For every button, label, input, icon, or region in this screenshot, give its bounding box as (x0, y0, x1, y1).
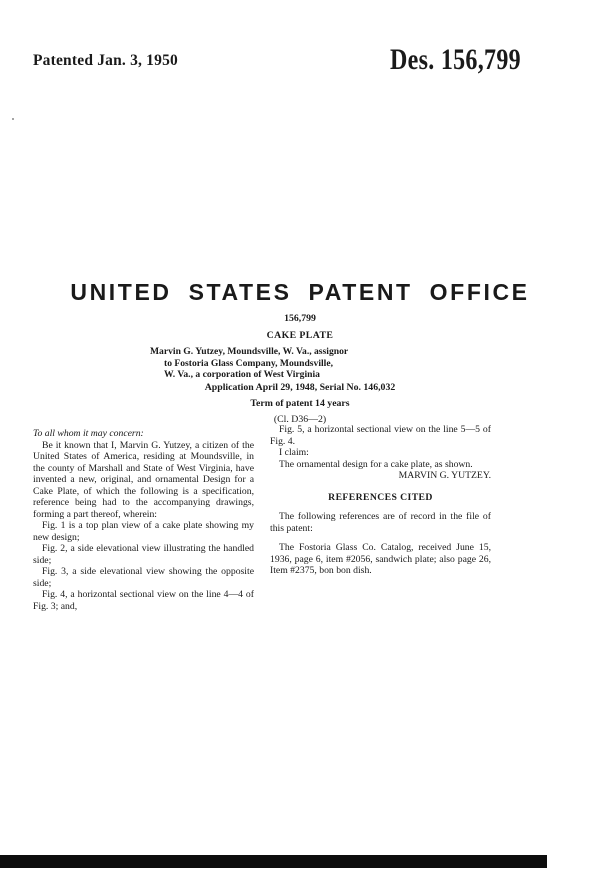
figure-description: Fig. 5, a horizontal sectional view on the line 5—5 of Fig. 4. (270, 424, 491, 447)
claim-intro: I claim: (279, 447, 309, 458)
patent-title: CAKE PLATE (266, 330, 334, 341)
reference-entry: The Fostoria Glass Co. Catalog, received June 15, 1936, page 6, item #2056, sandwich plate; also page 26, Item #2375, bon bon dish. (270, 542, 491, 576)
specification-column-left (33, 428, 254, 612)
assignment-block (150, 346, 480, 381)
patent-number: 156,799 (284, 313, 316, 324)
application-line: Application April 29, 1948, Serial No. 146,032 (204, 382, 396, 393)
assignment-line: Marvin G. Yutzey, Moundsville, W. Va., assignor (150, 346, 349, 357)
office-heading: UNITED STATES PATENT OFFICE (70, 279, 530, 305)
specification-column-right (270, 424, 491, 577)
assignment-line: to Fostoria Glass Company, Moundsville, (164, 357, 333, 369)
claim-text: The ornamental design for a cake plate, as shown. (279, 458, 473, 470)
references-intro: The following references are of record in the file of this patent: (270, 511, 491, 534)
classification: (Cl. D36—2) (273, 414, 327, 425)
term-line: Term of patent 14 years (250, 398, 350, 409)
design-number: Des. 156,799 (390, 44, 521, 77)
specification-paragraph: Be it known that I, Marvin G. Yutzey, a citizen of the United States of America, residing at Moundsville, in the county of Marshall and State of West Virginia, have invented a new, original, and ornamental Design for a Cake Plate, of which the following is a specification, reference being had to the accompanying drawings, forming a part thereof, wherein: (33, 439, 254, 520)
assignment-line: W. Va., a corporation of West Virginia (164, 369, 320, 381)
references-heading: REFERENCES CITED (328, 491, 433, 503)
inventor-signature: MARVIN G. YUTZEY. (398, 470, 491, 481)
figure-description: Fig. 1 is a top plan view of a cake plate showing my new design; (33, 520, 254, 543)
figure-description: Fig. 2, a side elevational view illustrating the handled side; (33, 543, 254, 566)
figure-description: Fig. 3, a side elevational view showing the opposite side; (33, 566, 254, 589)
figure-description: Fig. 4, a horizontal sectional view on the line 4—4 of Fig. 3; and, (33, 589, 254, 612)
salutation: To all whom it may concern: (33, 428, 144, 439)
scan-speck (12, 118, 14, 120)
scan-bottom-bar (0, 855, 547, 868)
patented-date: Patented Jan. 3, 1950 (33, 52, 178, 69)
